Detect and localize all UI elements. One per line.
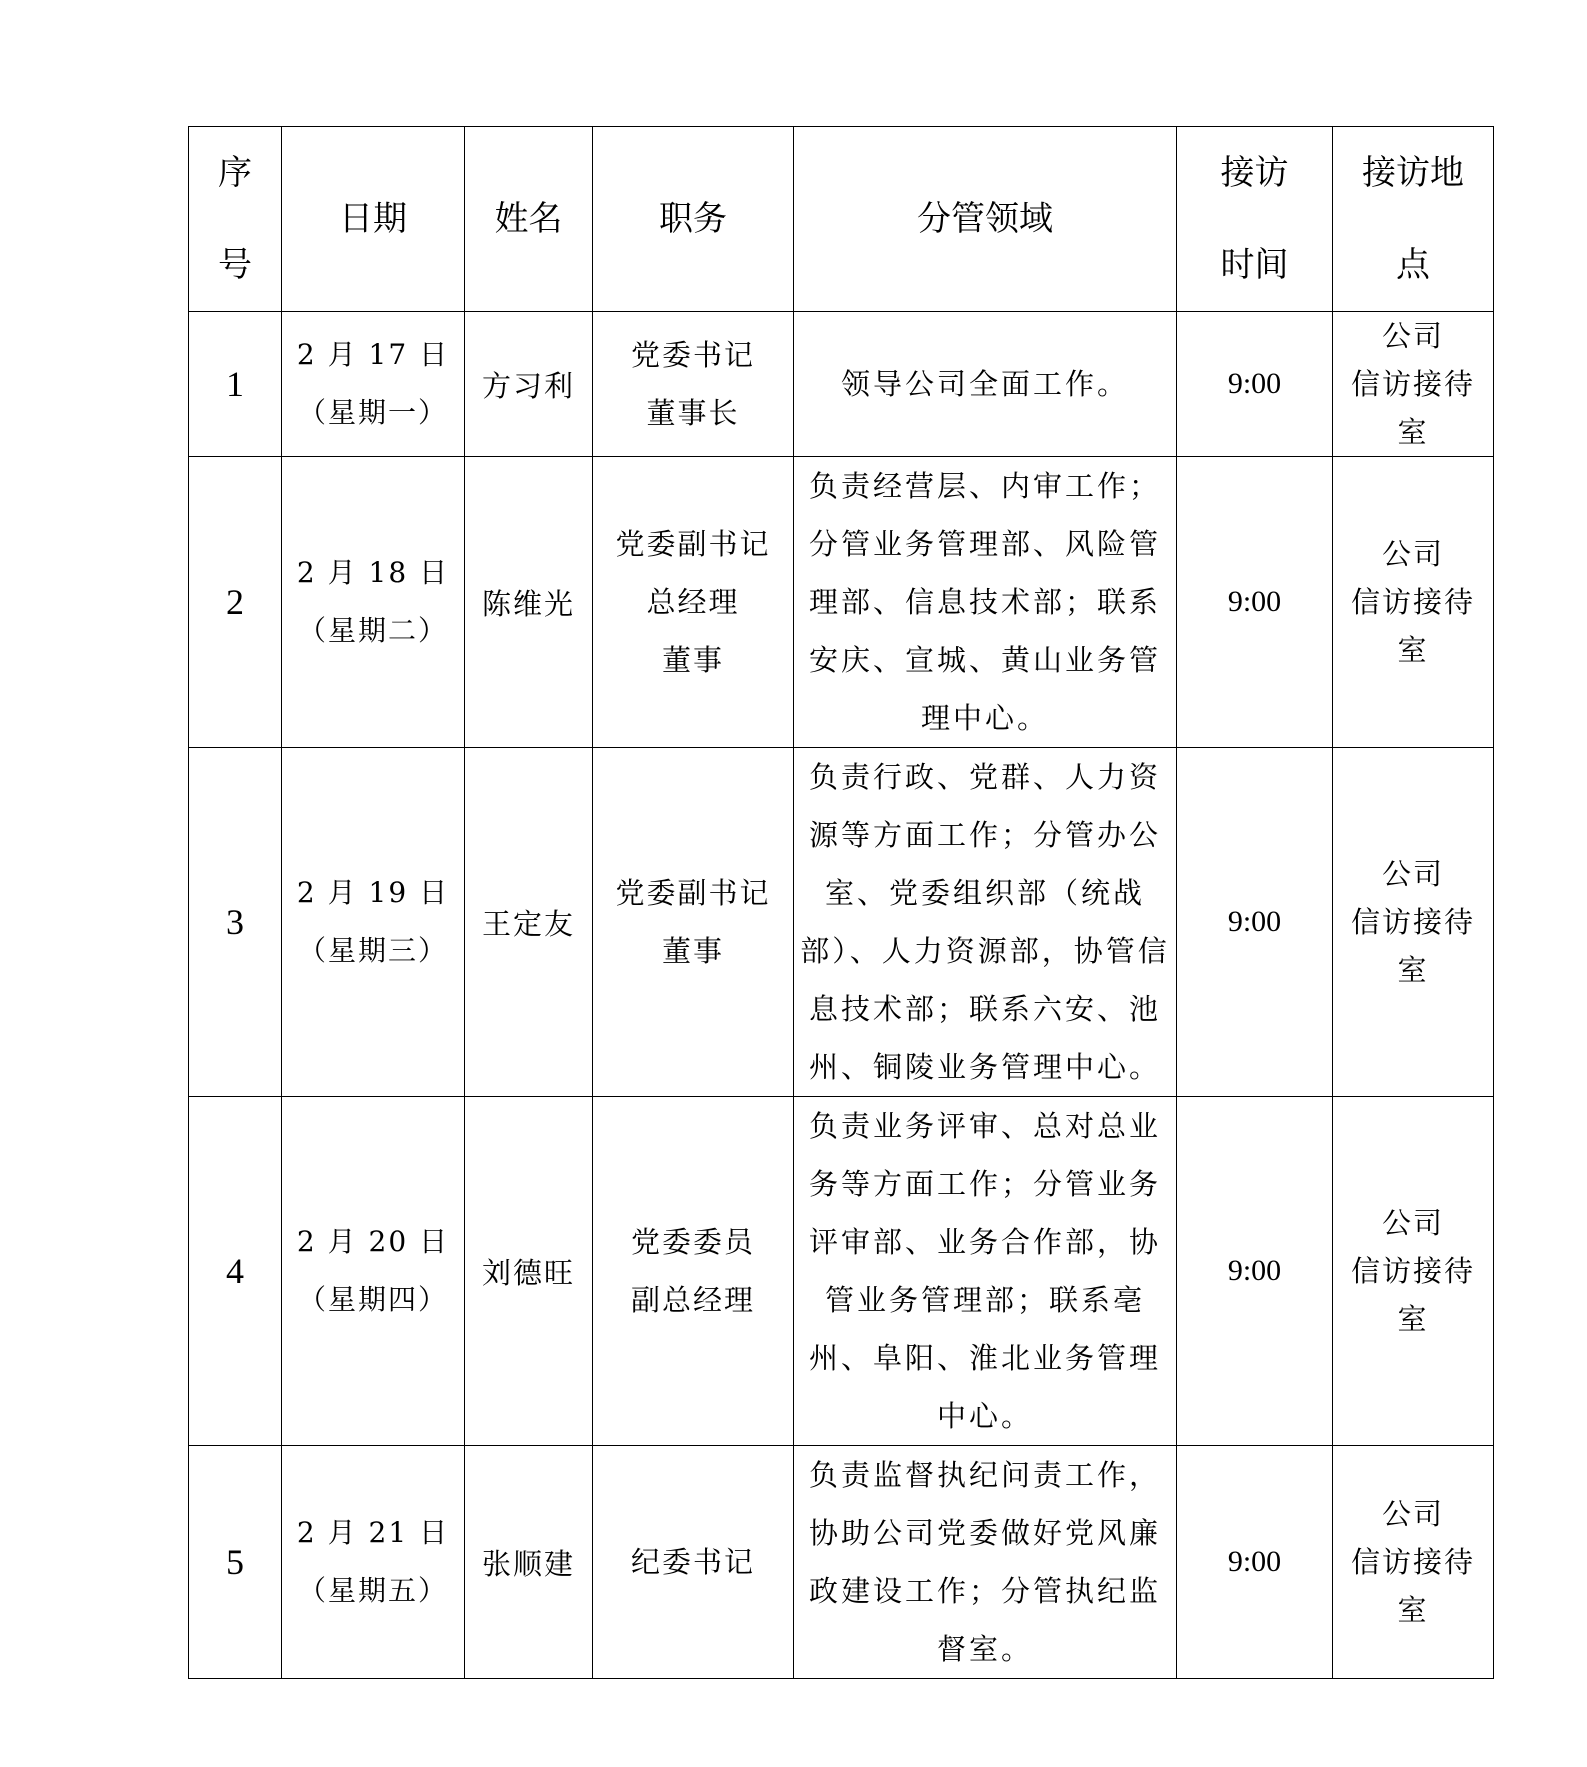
row-name: 陈维光 xyxy=(465,457,593,748)
row-duties: 负责行政、党群、人力资源等方面工作；分管办公室、党委组织部（统战部）、人力资源部，协管信息技术部；联系六安、池州、铜陵业务管理中心。 xyxy=(794,748,1177,1097)
table-row xyxy=(189,312,1494,457)
row-name: 方习利 xyxy=(465,312,593,457)
table-row xyxy=(189,1097,1494,1446)
row-time: 9:00 xyxy=(1177,748,1333,1097)
row-seq: 5 xyxy=(189,1446,282,1679)
row-date: 2 月 19 日 （星期三） xyxy=(282,748,465,1097)
row-date: 2 月 17 日 （星期一） xyxy=(282,312,465,457)
row-place: 公司 信访接待 室 xyxy=(1333,748,1494,1097)
row-place: 公司 信访接待 室 xyxy=(1333,1097,1494,1446)
row-name: 刘德旺 xyxy=(465,1097,593,1446)
row-title: 党委委员 副总经理 xyxy=(593,1097,794,1446)
row-place: 公司 信访接待 室 xyxy=(1333,1446,1494,1679)
row-duties: 负责监督执纪问责工作，协助公司党委做好党风廉政建设工作；分管执纪监督室。 xyxy=(794,1446,1177,1679)
header-duties: 分管领域 xyxy=(794,127,1177,312)
reception-schedule-table xyxy=(188,126,1494,1679)
row-date: 2 月 21 日 （星期五） xyxy=(282,1446,465,1679)
row-title: 党委副书记 董事 xyxy=(593,748,794,1097)
row-duties: 负责业务评审、总对总业务等方面工作；分管业务评审部、业务合作部，协管业务管理部；联系亳州、阜阳、淮北业务管理中心。 xyxy=(794,1097,1177,1446)
row-time: 9:00 xyxy=(1177,1446,1333,1679)
table-row xyxy=(189,748,1494,1097)
table-row xyxy=(189,457,1494,748)
header-title: 职务 xyxy=(593,127,794,312)
row-seq: 2 xyxy=(189,457,282,748)
row-date: 2 月 20 日 （星期四） xyxy=(282,1097,465,1446)
row-time: 9:00 xyxy=(1177,312,1333,457)
row-place: 公司 信访接待 室 xyxy=(1333,312,1494,457)
row-duties: 负责经营层、内审工作；分管业务管理部、风险管理部、信息技术部；联系安庆、宣城、黄山业务管理中心。 xyxy=(794,457,1177,748)
row-title: 党委书记 董事长 xyxy=(593,312,794,457)
row-seq: 4 xyxy=(189,1097,282,1446)
row-place: 公司 信访接待 室 xyxy=(1333,457,1494,748)
row-title: 纪委书记 xyxy=(593,1446,794,1679)
row-date: 2 月 18 日 （星期二） xyxy=(282,457,465,748)
header-seq: 序 号 xyxy=(189,127,282,312)
table-row xyxy=(189,1446,1494,1679)
row-time: 9:00 xyxy=(1177,1097,1333,1446)
row-seq: 1 xyxy=(189,312,282,457)
row-name: 张顺建 xyxy=(465,1446,593,1679)
header-place: 接访地 点 xyxy=(1333,127,1494,312)
header-name: 姓名 xyxy=(465,127,593,312)
row-name: 王定友 xyxy=(465,748,593,1097)
row-seq: 3 xyxy=(189,748,282,1097)
row-duties: 领导公司全面工作。 xyxy=(794,312,1177,457)
table-header-row xyxy=(189,127,1494,312)
header-time: 接访 时间 xyxy=(1177,127,1333,312)
header-date: 日期 xyxy=(282,127,465,312)
row-time: 9:00 xyxy=(1177,457,1333,748)
row-title: 党委副书记 总经理 董事 xyxy=(593,457,794,748)
